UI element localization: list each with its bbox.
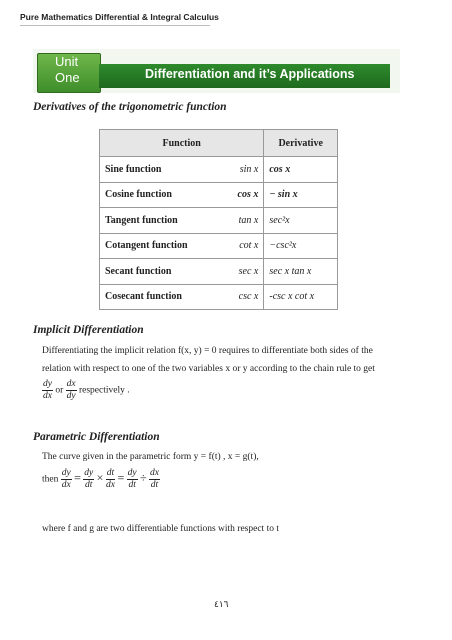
implicit-paragraph-line1: Differentiating the implicit relation f(x, y) = 0 requires to differentiate both sides of the [42,346,373,356]
section-heading-parametric: Parametric Differentiation [33,431,160,443]
fraction [83,468,94,491]
function-name: Cotangent function [100,233,223,259]
unit-label [55,54,80,86]
fraction-numerator: dy [61,468,71,478]
unit-label-line1: Unit [55,54,79,69]
fraction-numerator: dt [106,468,115,478]
table-row [100,233,338,259]
page-number: ٤١٦ [214,600,229,610]
fraction-denominator: dx [43,391,52,401]
function-expression: cos x [222,182,263,208]
implicit-paragraph-line2: relation with respect to one of the two variables x or y according to the chain rule to get [42,364,375,374]
table-row [100,284,338,310]
then-word: then [42,474,59,485]
table-row [100,182,338,208]
respectively-text: respectively . [78,385,130,396]
table-row [100,208,338,234]
derivative-expression: − sin x [264,182,338,208]
parametric-paragraph-line3: where f and g are two differentiable functions with respect to t [42,524,279,534]
parametric-formula-line [42,468,160,491]
or-word: or [55,385,64,396]
section-heading-implicit: Implicit Differentiation [33,324,144,336]
fraction-denominator: dy [66,391,76,401]
fraction-denominator: dx [105,480,115,490]
fraction-denominator: dt [128,480,136,490]
function-expression: csc x [222,284,263,310]
column-header-function: Function [100,130,264,157]
fraction-numerator: dy [127,468,137,478]
derivative-expression: sec x tan x [264,259,338,285]
divide-sign: ÷ [140,470,147,485]
table-row [100,157,338,183]
parametric-paragraph-line1: The curve given in the parametric form y = f(t) , x = g(t), [42,452,259,462]
fraction-numerator: dx [149,468,159,478]
column-header-derivative: Derivative [264,130,338,157]
fraction-numerator: dy [84,468,94,478]
fraction [61,468,72,491]
header-divider [20,25,210,26]
fraction [149,468,160,491]
fraction-dy-dx [42,379,53,402]
derivative-expression: -csc x cot x [264,284,338,310]
fraction [127,468,138,491]
derivative-expression: −csc²x [264,233,338,259]
times-sign: × [96,470,104,485]
fraction-dx-dy [66,379,77,402]
function-expression: sec x [222,259,263,285]
function-name: Cosine function [100,182,223,208]
derivative-expression: sec²x [264,208,338,234]
book-title: Pure Mathematics Differential & Integral Calculus [20,12,219,22]
function-name: Tangent function [100,208,223,234]
derivatives-table [99,129,338,310]
section-heading-trig: Derivatives of the trigonometric function [33,101,227,113]
function-expression: tan x [222,208,263,234]
function-name: Secant function [100,259,223,285]
function-expression: sin x [222,157,263,183]
fraction-denominator: dt [150,480,159,490]
table-row [100,259,338,285]
fraction-numerator: dx [66,379,76,389]
function-name: Sine function [100,157,223,183]
fraction [106,468,115,491]
fraction-denominator: dx [61,480,71,490]
derivative-expression: cos x [264,157,338,183]
unit-label-line2: One [55,70,80,85]
function-name: Cosecant function [100,284,223,310]
function-expression: cot x [222,233,263,259]
fraction-denominator: dt [85,480,93,490]
chapter-title: Differentiation and it’s Applications [145,67,355,81]
equals-sign: = [74,470,81,485]
equals-sign: = [117,470,125,485]
table-header-row [100,130,338,157]
fraction-numerator: dy [43,379,52,389]
implicit-fractions-line [42,379,130,402]
